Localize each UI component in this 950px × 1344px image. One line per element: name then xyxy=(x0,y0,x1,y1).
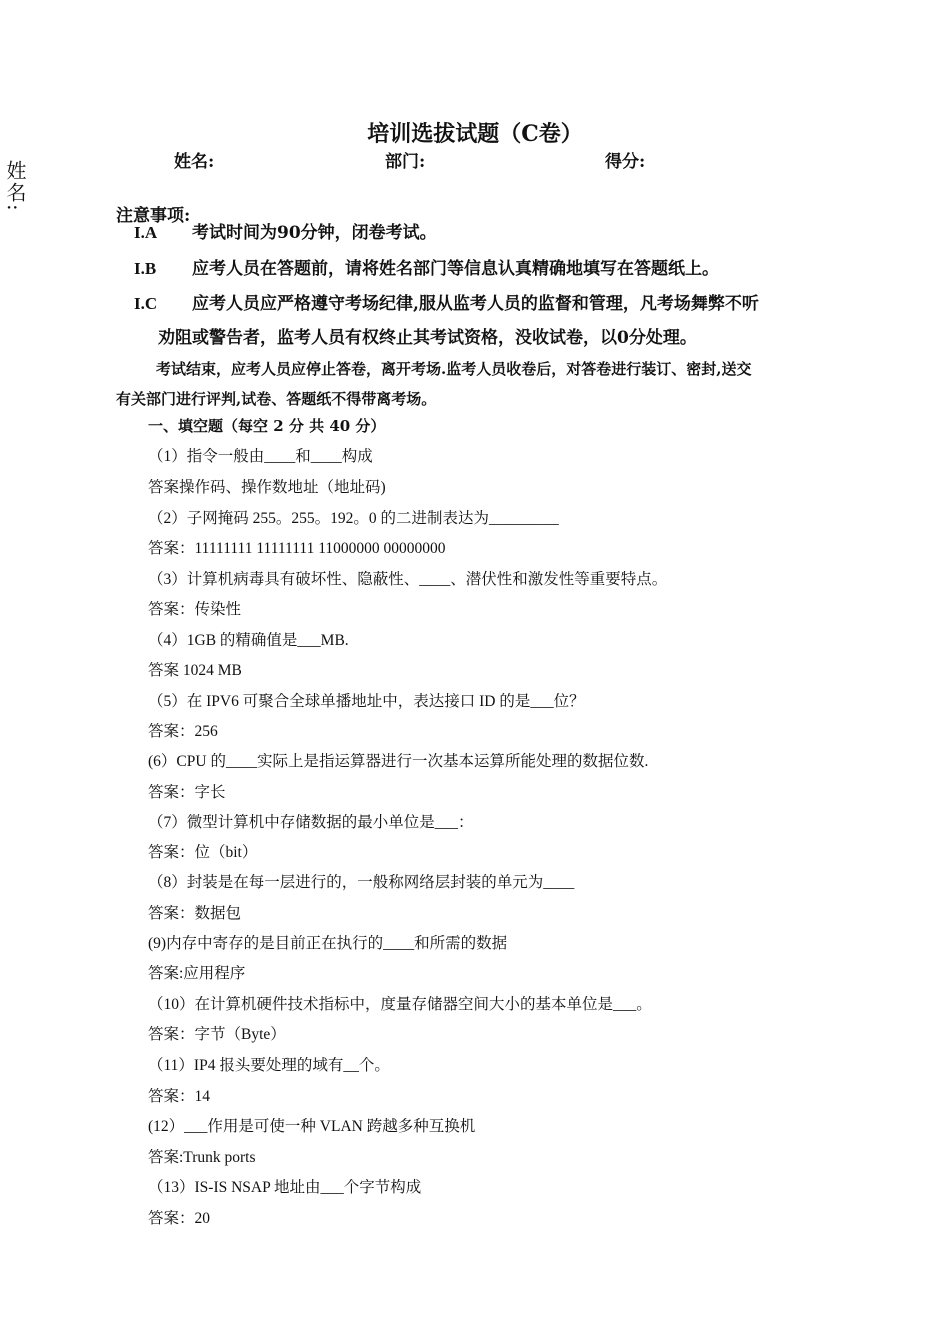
name-field-label: 姓名: xyxy=(174,152,215,172)
question-line: （2）子网掩码 255。255。192。0 的二进制表达为_________ xyxy=(148,510,559,527)
question-line: （1）指令一般由____和____构成 xyxy=(148,448,373,465)
question-line: (12）___作用是可使一种 VLAN 跨越多种互换机 xyxy=(148,1118,476,1135)
answer-line: 答案：位（bit） xyxy=(148,844,258,861)
question-line: （8）封装是在每一层进行的，一般称网络层封装的单元为____ xyxy=(148,874,575,891)
answer-line: 答案：20 xyxy=(148,1210,211,1227)
answer-line: 答案：14 xyxy=(148,1088,211,1105)
answer-line: 答案：256 xyxy=(148,723,218,740)
answer-line: 答案：字节（Byte） xyxy=(148,1026,286,1043)
rule-item xyxy=(116,252,836,286)
answer-line: 答案 1024 MB xyxy=(148,662,242,679)
answer-line: 答案：字长 xyxy=(148,784,226,801)
rule-number: I.B xyxy=(134,259,157,278)
rule-text: 考试时间为90分钟，闭卷考试。 xyxy=(192,223,437,243)
question-line: （3）计算机病毒具有破坏性、隐蔽性、____、潜伏性和激发性等重要特点。 xyxy=(148,571,668,588)
question-line: （11）IP4 报头要处理的域有__个。 xyxy=(148,1057,390,1074)
question-line: (6）CPU 的____实际上是指运算器进行一次基本运算所能处理的数据位数. xyxy=(148,753,649,770)
rule-text-continued: 劝阻或警告者，监考人员有权终止其考试资格，没收试卷，以0分处理。 xyxy=(158,328,697,348)
rule-text: 应考人员在答题前，请将姓名部门等信息认真精确地填写在答题纸上。 xyxy=(192,259,719,279)
notice-heading: 注意事项: xyxy=(116,206,191,226)
question-line: (9)内存中寄存的是目前正在执行的____和所需的数据 xyxy=(148,935,508,952)
score-field-label: 得分: xyxy=(605,152,646,172)
rule-number: I.C xyxy=(134,294,158,313)
notice-paragraph xyxy=(116,354,838,414)
answer-line: 答案：传染性 xyxy=(148,601,242,618)
answer-line: 答案:Trunk ports xyxy=(148,1149,256,1166)
section-title: 一、填空题（每空 2 分 共 40 分） xyxy=(148,417,386,435)
header-fields xyxy=(0,147,950,171)
notice-paragraph-line: 考试结束，应考人员应停止答卷，离开考场.监考人员收卷后，对答卷进行装订、密封,送交 xyxy=(156,360,752,378)
answer-line: 答案操作码、操作数地址（地址码) xyxy=(148,479,386,496)
question-line: （7）微型计算机中存储数据的最小单位是___： xyxy=(148,814,474,831)
rule-number: I.A xyxy=(134,223,158,242)
question-line: （10）在计算机硬件技术指标中，度量存储器空间大小的基本单位是___。 xyxy=(148,996,652,1013)
notice-paragraph-line: 有关部门进行评判,试卷、答题纸不得带离考场。 xyxy=(116,390,437,408)
dept-field-label: 部门: xyxy=(385,152,426,172)
answer-line: 答案:应用程序 xyxy=(148,965,246,982)
answer-line: 答案：数据包 xyxy=(148,905,242,922)
side-name-label: 姓名: xyxy=(3,160,27,213)
exam-title: 培训选拔试题（C卷） xyxy=(367,121,583,147)
rule-item xyxy=(116,287,836,355)
question-line: （4）1GB 的精确值是___MB. xyxy=(148,632,349,649)
question-line: （5）在 IPV6 可聚合全球单播地址中，表达接口 ID 的是___位？ xyxy=(148,693,585,710)
answer-line: 答案：11111111 11111111 11000000 00000000 xyxy=(148,540,446,557)
question-line: （13）IS-IS NSAP 地址由___个字节构成 xyxy=(148,1179,422,1196)
rule-item xyxy=(116,216,836,250)
rule-text: 应考人员应严格遵守考场纪律,服从监考人员的监督和管理，凡考场舞弊不听 xyxy=(192,294,759,314)
